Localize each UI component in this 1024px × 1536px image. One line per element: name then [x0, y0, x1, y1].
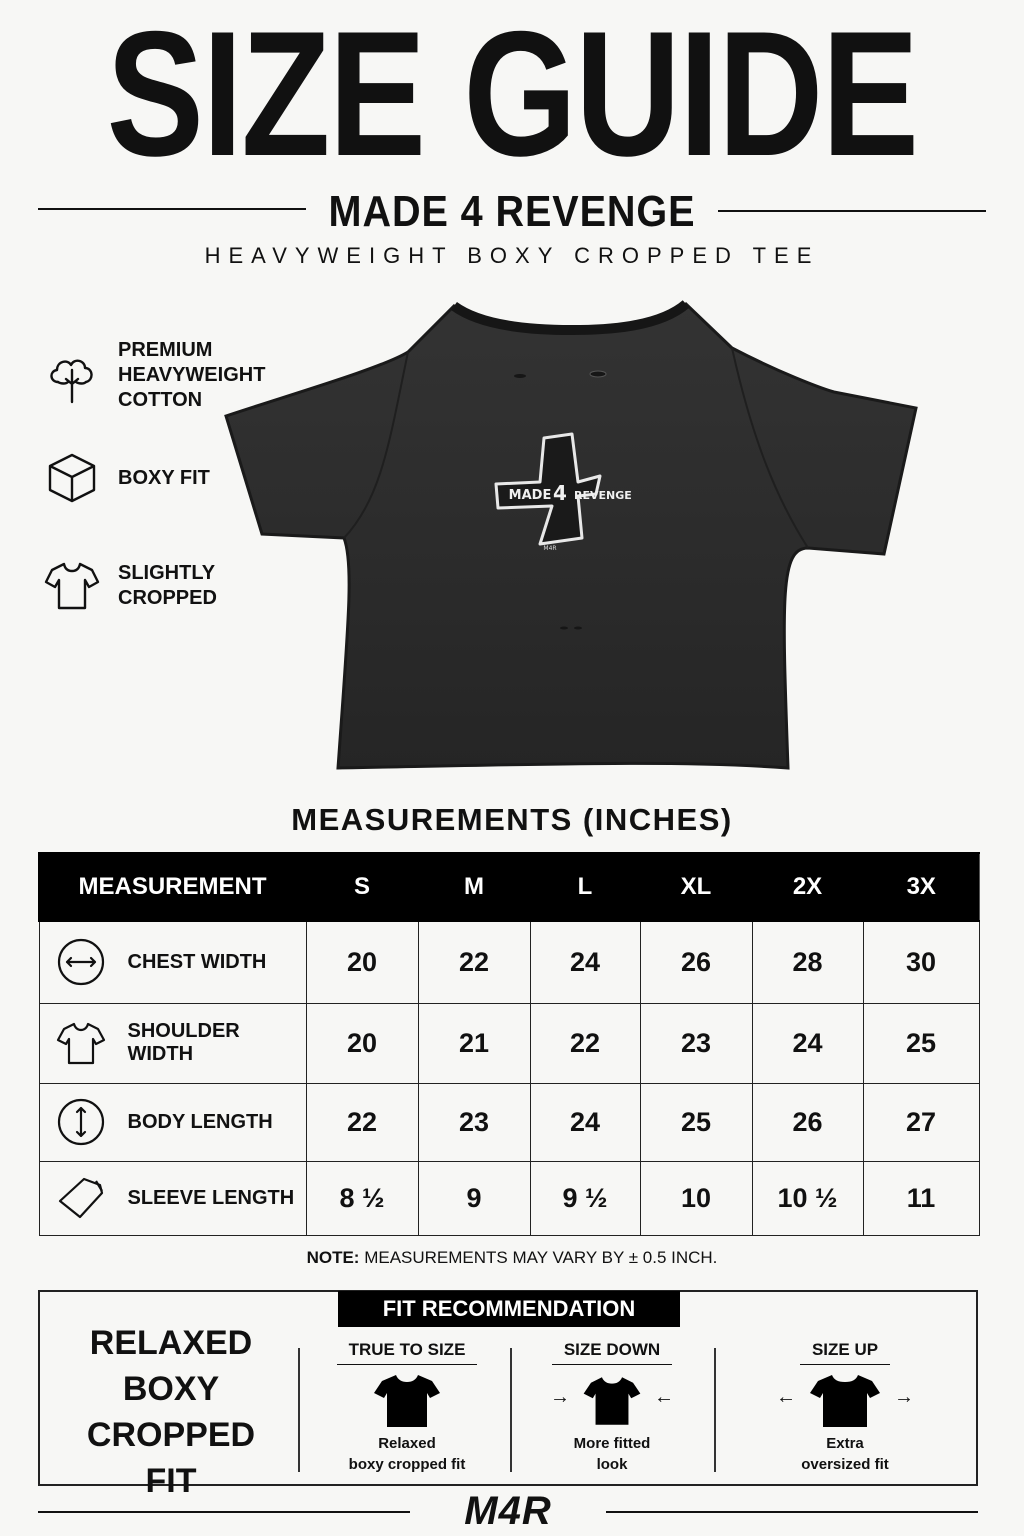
- table-cell: 20: [306, 921, 418, 1003]
- sleeve-length-icon: [56, 1173, 106, 1223]
- table-cell: 22: [530, 1003, 640, 1083]
- column-header-size: 3X: [863, 853, 979, 921]
- feature-label: SLIGHTLY CROPPED: [118, 562, 217, 609]
- fit-option-title: SIZE UP: [800, 1340, 890, 1365]
- box-icon: [44, 450, 100, 506]
- tshirt-icon: [372, 1373, 442, 1429]
- fit-recommendation-header: FIT RECOMMENDATION: [338, 1291, 680, 1327]
- table-cell: 8 ½: [306, 1161, 418, 1235]
- fit-option-size-down: [512, 1340, 712, 1475]
- fit-summary-line: RELAXED: [89, 1324, 253, 1362]
- table-row: [39, 921, 979, 1003]
- row-label: CHEST WIDTH: [127, 950, 267, 973]
- table-cell: 28: [752, 921, 863, 1003]
- feature-item-cropped: [44, 558, 228, 614]
- fit-option-desc: look: [596, 1456, 628, 1473]
- table-cell: 10: [640, 1161, 752, 1235]
- table-cell: 22: [418, 921, 530, 1003]
- divider-line: [38, 208, 306, 210]
- product-subtitle: HEAVYWEIGHT BOXY CROPPED TEE: [204, 243, 820, 268]
- column-header-size: M: [418, 853, 530, 921]
- row-label: SLEEVE LENGTH: [127, 1186, 295, 1209]
- divider-line: [298, 1348, 300, 1472]
- arrow-right-icon: →: [894, 1385, 914, 1408]
- divider-line: [714, 1348, 716, 1472]
- fit-option-title: TRUE TO SIZE: [337, 1340, 478, 1365]
- fit-option-desc: Extra: [826, 1435, 864, 1452]
- measurement-note: [0, 1248, 1024, 1268]
- brand-name: MADE 4 REVENGE: [328, 187, 696, 236]
- feature-label: BOXY FIT: [118, 466, 210, 489]
- fit-option-desc: oversized fit: [801, 1456, 889, 1473]
- product-tshirt-image: [222, 298, 922, 778]
- table-cell: 26: [752, 1083, 863, 1161]
- row-label: BODY LENGTH: [127, 1110, 273, 1133]
- table-cell: 27: [863, 1083, 979, 1161]
- column-header-size: 2X: [752, 853, 863, 921]
- table-cell: 10 ½: [752, 1161, 863, 1235]
- note-label: NOTE:: [306, 1248, 360, 1267]
- table-cell: 25: [863, 1003, 979, 1083]
- arrow-right-icon: →: [550, 1385, 570, 1408]
- table-cell: 11: [863, 1161, 979, 1235]
- chest-graphic-small: M4R: [543, 545, 557, 552]
- table-row: [39, 1161, 979, 1235]
- table-cell: 9 ½: [530, 1161, 640, 1235]
- column-header-size: XL: [640, 853, 752, 921]
- chest-graphic-text-left: MADE: [508, 488, 552, 503]
- fit-option-true-to-size: [307, 1340, 507, 1475]
- feature-label: PREMIUM HEAVYWEIGHT COTTON: [118, 339, 266, 411]
- note-text: MEASUREMENTS MAY VARY BY ± 0.5 INCH.: [359, 1248, 718, 1267]
- arrow-left-icon: ←: [654, 1385, 674, 1408]
- table-cell: 23: [640, 1003, 752, 1083]
- footer-logo: M4R: [464, 1489, 552, 1533]
- row-label: SHOULDER WIDTH: [127, 1020, 240, 1065]
- measurements-title: MEASUREMENTS (INCHES): [291, 802, 733, 837]
- fit-summary-line: BOXY: [122, 1370, 220, 1408]
- arrow-left-icon: ←: [776, 1385, 796, 1408]
- table-cell: 24: [530, 1083, 640, 1161]
- fit-option-size-up: [745, 1340, 945, 1475]
- shoulder-width-icon: [56, 1018, 106, 1068]
- page-title: SIZE GUIDE: [106, 0, 918, 193]
- table-header-row: [39, 853, 979, 921]
- column-header-size: S: [306, 853, 418, 921]
- table-row: [39, 1083, 979, 1161]
- table-cell: 22: [306, 1083, 418, 1161]
- table-row: [39, 1003, 979, 1083]
- table-cell: 23: [418, 1083, 530, 1161]
- table-cell: 9: [418, 1161, 530, 1235]
- table-cell: 20: [306, 1003, 418, 1083]
- fit-summary: [60, 1320, 282, 1504]
- table-cell: 24: [752, 1003, 863, 1083]
- feature-item-boxy: [44, 450, 210, 506]
- chest-width-icon: [56, 937, 106, 987]
- size-chart-table: [38, 852, 980, 1236]
- fit-option-title: SIZE DOWN: [552, 1340, 672, 1365]
- body-length-icon: [56, 1097, 106, 1147]
- tshirt-icon: [810, 1373, 880, 1429]
- tshirt-icon: [580, 1373, 644, 1429]
- tshirt-icon: [44, 558, 100, 614]
- fit-option-desc: Relaxed: [378, 1435, 436, 1452]
- column-header-size: L: [530, 853, 640, 921]
- table-cell: 26: [640, 921, 752, 1003]
- divider-line: [718, 210, 986, 212]
- table-cell: 25: [640, 1083, 752, 1161]
- divider-line: [38, 1511, 410, 1513]
- cotton-icon: [44, 348, 100, 404]
- chest-graphic-text-right: REVENGE: [574, 489, 632, 502]
- column-header-measurement: MEASUREMENT: [39, 853, 306, 921]
- table-cell: 21: [418, 1003, 530, 1083]
- fit-option-desc: More fitted: [573, 1435, 651, 1452]
- chest-graphic-number: 4: [553, 481, 567, 505]
- divider-line: [606, 1511, 978, 1513]
- table-cell: 24: [530, 921, 640, 1003]
- table-cell: 30: [863, 921, 979, 1003]
- fit-option-desc: boxy cropped fit: [348, 1456, 466, 1473]
- fit-summary-line: CROPPED FIT: [86, 1416, 256, 1500]
